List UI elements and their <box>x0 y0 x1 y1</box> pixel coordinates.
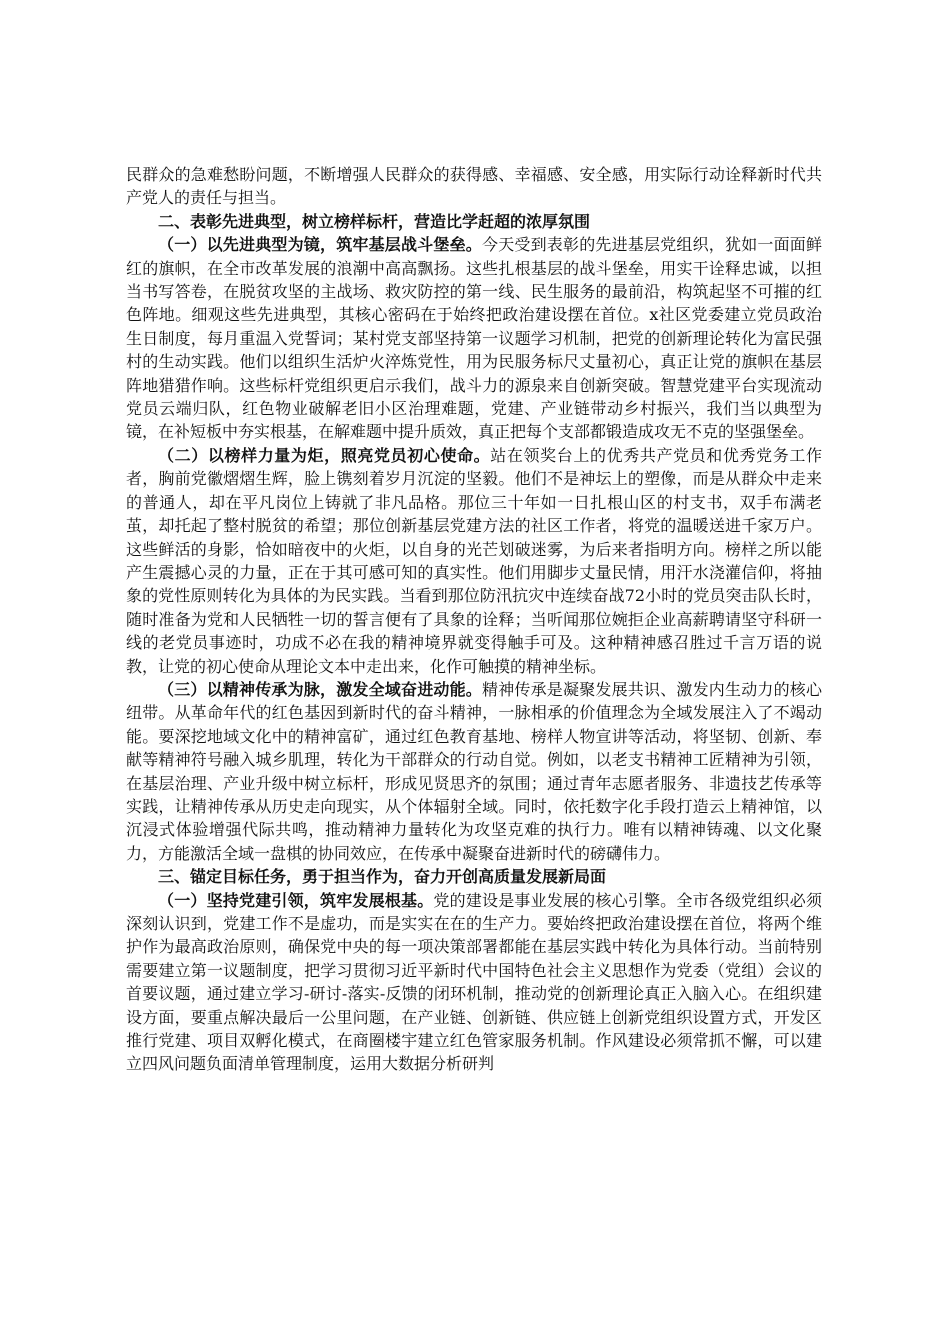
subsection-title: （一）以先进典型为镜，筑牢基层战斗堡垒。 <box>158 235 482 255</box>
paragraph-body: 党的建设是事业发展的核心引擎。全市各级党组织必须深刻认识到，党建工作不是虚功，而是实实在在的生产力。要始终把政治建设摆在首位，将两个维护作为最高政治原则，确保党中央的每一项决策部署都能在基层实践中转化为具体行动。当前特别需要建立第一议题制度，把学习贯彻习近平新时代中国特色社会主义思想作为党委（党组）会议的首要议题，通过建立学习-研讨-落实-反馈的闭环机制，推动党的创新理论真正入脑入心。在组织建设方面，要重点解决最后一公里问题，在产业链、创新链、供应链上创新党组织设置方式，开发区推行党建、项目双孵化模式，在商圈楼宇建立红色管家服务机制。作风建设必须常抓不懈，可以建立四风问题负面清单管理制度，运用大数据分析研判 <box>126 890 822 1074</box>
paragraph-body: 精神传承是凝聚发展共识、激发内生动力的核心纽带。从革命年代的红色基因到新时代的奋斗精神，一脉相承的价值理念为全域发展注入了不竭动能。要深挖地域文化中的精神富矿，通过红色教育基地、榜样人物宣讲等活动，将坚韧、创新、奉献等精神符号融入城乡肌理，转化为干部群众的行动自觉。例如，以老支书精神工匠精神为引领，在基层治理、产业升级中树立标杆，形成见贤思齐的氛围；通过青年志愿者服务、非遗技艺传承等实践，让精神传承从历史走向现实，从个体辐射全域。同时，依托数字化手段打造云上精神馆，以沉浸式体验增强代际共鸣，推动精神力量转化为攻坚克难的执行力。唯有以精神铸魂、以文化聚力，方能激活全域一盘棋的协同效应，在传承中凝聚奋进新时代的磅礴伟力。 <box>126 679 822 863</box>
section-2-paragraph-3 <box>126 678 822 865</box>
paragraph-body: 今天受到表彰的先进基层党组织，犹如一面面鲜红的旗帜，在全市改革发展的浪潮中高高飘扬。这些扎根基层的战斗堡垒，用实干诠释忠诚，以担当书写答卷，在脱贫攻坚的主战场、救灾防控的第一线、民生服务的最前沿，构筑起坚不可摧的红色阵地。细观这些先进典型，其核心密码在于始终把政治建设摆在首位。x社区党委建立党员政治生日制度，每月重温入党誓词；某村党支部坚持第一议题学习机制，把党的创新理论转化为富民强村的生动实践。他们以组织生活炉火淬炼党性，用为民服务标尺丈量初心，真正让党的旗帜在基层阵地猎猎作响。这些标杆党组织更启示我们，战斗力的源泉来自创新突破。智慧党建平台实现流动党员云端归队，红色物业破解老旧小区治理难题，党建、产业链带动乡村振兴，我们当以典型为镜，在补短板中夯实根基，在解难题中提升质效，真正把每个支部都锻造成攻无不克的坚强堡垒。 <box>126 235 822 442</box>
subsection-title: （三）以精神传承为脉，激发全域奋进动能。 <box>158 679 482 699</box>
section-3-paragraph-1 <box>126 889 822 1076</box>
paragraph-body: 站在领奖台上的优秀共产党员和优秀党务工作者，胸前党徽熠熠生辉，脸上镌刻着岁月沉淀的坚毅。他们不是神坛上的塑像，而是从群众中走来的普通人，却在平凡岗位上铸就了非凡品格。那位三十年如一日扎根山区的村支书，双手布满老茧，却托起了整村脱贫的希望；那位创新基层党建方法的社区工作者，将党的温暖送进千家万户。这些鲜活的身影，恰如暗夜中的火炬，以自身的光芒划破迷雾，为后来者指明方向。榜样之所以能产生震撼心灵的力量，正在于其可感可知的真实性。他们用脚步丈量民情，用汗水浇灌信仰，将抽象的党性原则转化为具体的为民实践。当看到那位防汛抗灾中连续奋战72小时的党员突击队长时，随时准备为党和人民牺牲一切的誓言便有了具象的诠释；当听闻那位婉拒企业高薪聘请坚守科研一线的老党员事迹时，功成不必在我的精神境界就变得触手可及。这种精神感召胜过千言万语的说教，让党的初心使命从理论文本中走出来，化作可触摸的精神坐标。 <box>126 445 822 676</box>
section-2-paragraph-2 <box>126 444 822 678</box>
subsection-title: （一）坚持党建引领，筑牢发展根基。 <box>158 890 434 910</box>
document-page <box>126 163 822 1076</box>
section-3-heading: 三、锚定目标任务，勇于担当作为，奋力开创高质量发展新局面 <box>158 867 607 887</box>
section-2-heading: 二、表彰先进典型，树立榜样标杆，营造比学赶超的浓厚氛围 <box>158 211 591 231</box>
paragraph-continuation: 民群众的急难愁盼问题，不断增强人民群众的获得感、幸福感、安全感，用实际行动诠释新时代共产党人的责任与担当。 <box>126 165 822 208</box>
section-2-paragraph-1 <box>126 233 822 444</box>
subsection-title: （二）以榜样力量为炬，照亮党员初心使命。 <box>158 445 491 465</box>
